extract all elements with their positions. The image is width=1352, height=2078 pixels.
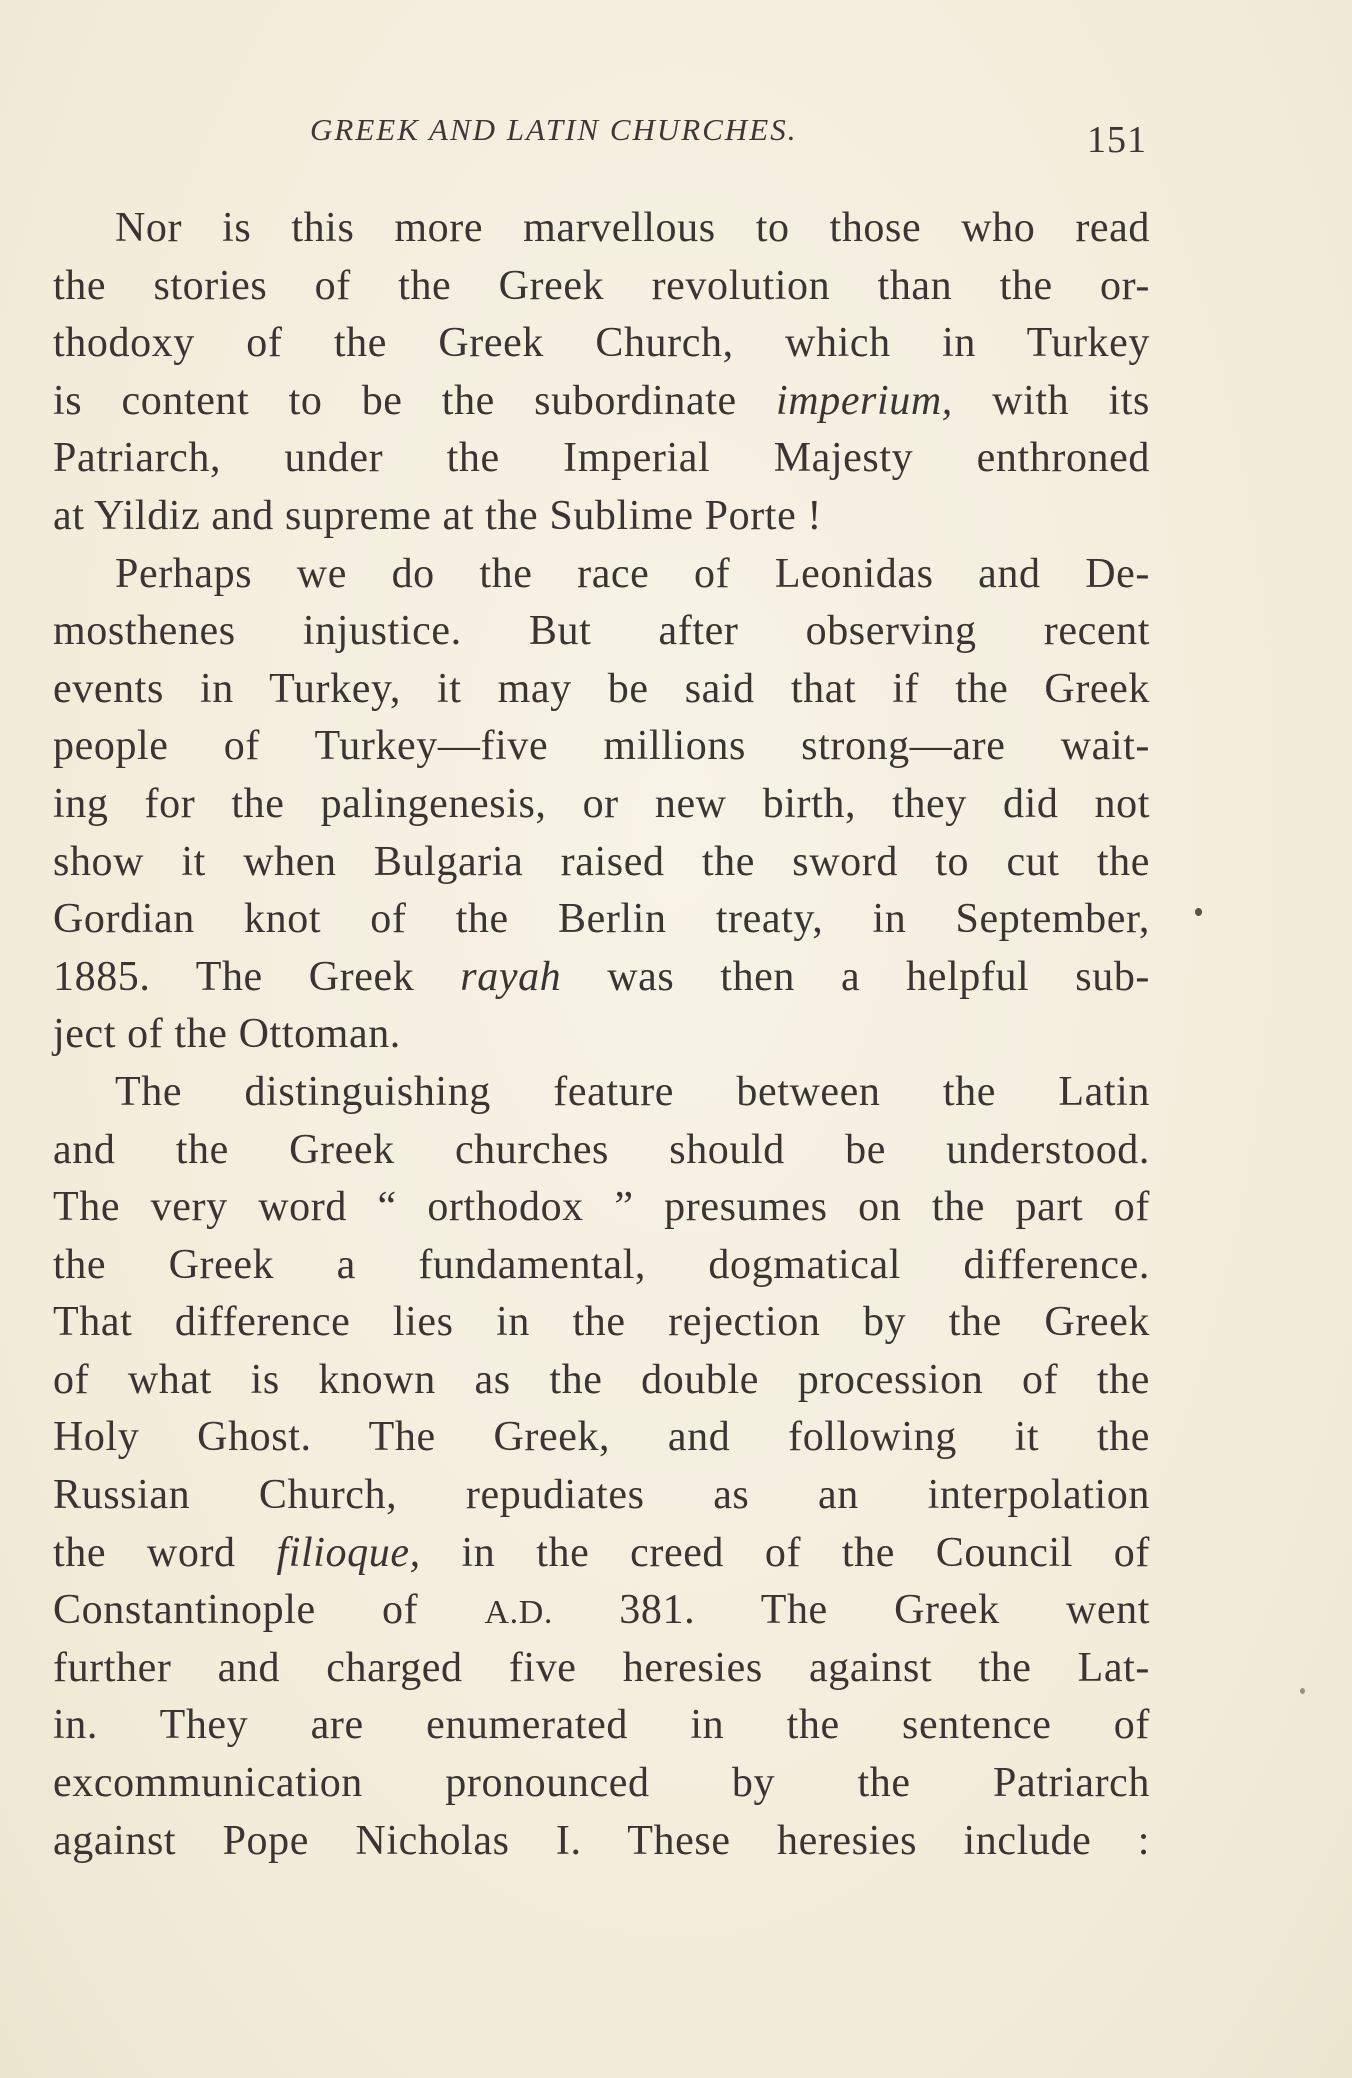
text-line: ject of the Ottoman. xyxy=(53,1011,401,1058)
text-line: thodoxy of the Greek Church, which in Turkey xyxy=(53,320,1150,367)
text-line: the word filioque, in the creed of the Council of xyxy=(53,1529,1150,1576)
text-line: mosthenes injustice. But after observing recent xyxy=(53,608,1150,655)
text-line: ing for the palingenesis, or new birth, they did not xyxy=(53,780,1150,827)
text-line: people of Turkey—five millions strong—are wait- xyxy=(53,723,1150,770)
running-head: GREEK AND LATIN CHURCHES. xyxy=(310,112,798,147)
text-line: events in Turkey, it may be said that if the Greek xyxy=(53,665,1150,712)
text-line: Constantinople of A.D. 381. The Greek went xyxy=(53,1587,1150,1634)
text-line: The very word “ orthodox ” presumes on the part of xyxy=(53,1184,1150,1231)
text-line: Russian Church, repudiates as an interpolation xyxy=(53,1472,1150,1519)
italic-term: filioque, xyxy=(276,1529,421,1576)
text-line: further and charged five heresies against the Lat- xyxy=(53,1644,1150,1691)
text-line: Nor is this more marvellous to those who read xyxy=(115,205,1150,251)
text-line: against Pope Nicholas I. These heresies include : xyxy=(53,1817,1150,1864)
text-line: the Greek a fundamental, dogmatical difference. xyxy=(53,1241,1150,1288)
text-line: Gordian knot of the Berlin treaty, in September, xyxy=(53,896,1150,943)
small-caps-era: A.D. xyxy=(484,1594,553,1632)
text-line: and the Greek churches should be understood. xyxy=(53,1126,1150,1173)
italic-term: rayah xyxy=(460,953,562,1000)
page-number: 151 xyxy=(1087,119,1147,161)
page-speck xyxy=(1300,1688,1305,1694)
text-line: Holy Ghost. The Greek, and following it the xyxy=(53,1414,1150,1461)
text-line: Perhaps we do the race of Leonidas and De- xyxy=(115,550,1150,597)
text-line: at Yildiz and supreme at the Sublime Porte ! xyxy=(53,492,823,539)
text-line: excommunication pronounced by the Patriarch xyxy=(53,1760,1150,1807)
page-speck xyxy=(1195,908,1202,916)
text-line: in. They are enumerated in the sentence of xyxy=(53,1702,1150,1749)
text-line: of what is known as the double procession of the xyxy=(53,1356,1150,1403)
page-header xyxy=(55,112,1155,162)
text-line: is content to be the subordinate imperium, with its xyxy=(53,377,1150,424)
text-line: Patriarch, under the Imperial Majesty enthroned xyxy=(53,435,1150,482)
text-line: 1885. The Greek rayah was then a helpful sub- xyxy=(53,953,1151,1000)
italic-term: imperium, xyxy=(776,377,953,424)
text-line: The distinguishing feature between the Latin xyxy=(115,1068,1150,1115)
body-text xyxy=(53,200,1150,1870)
text-line: the stories of the Greek revolution than the or- xyxy=(53,262,1150,309)
text-line: That difference lies in the rejection by the Greek xyxy=(53,1299,1150,1346)
text-line: show it when Bulgaria raised the sword to cut the xyxy=(53,838,1150,885)
